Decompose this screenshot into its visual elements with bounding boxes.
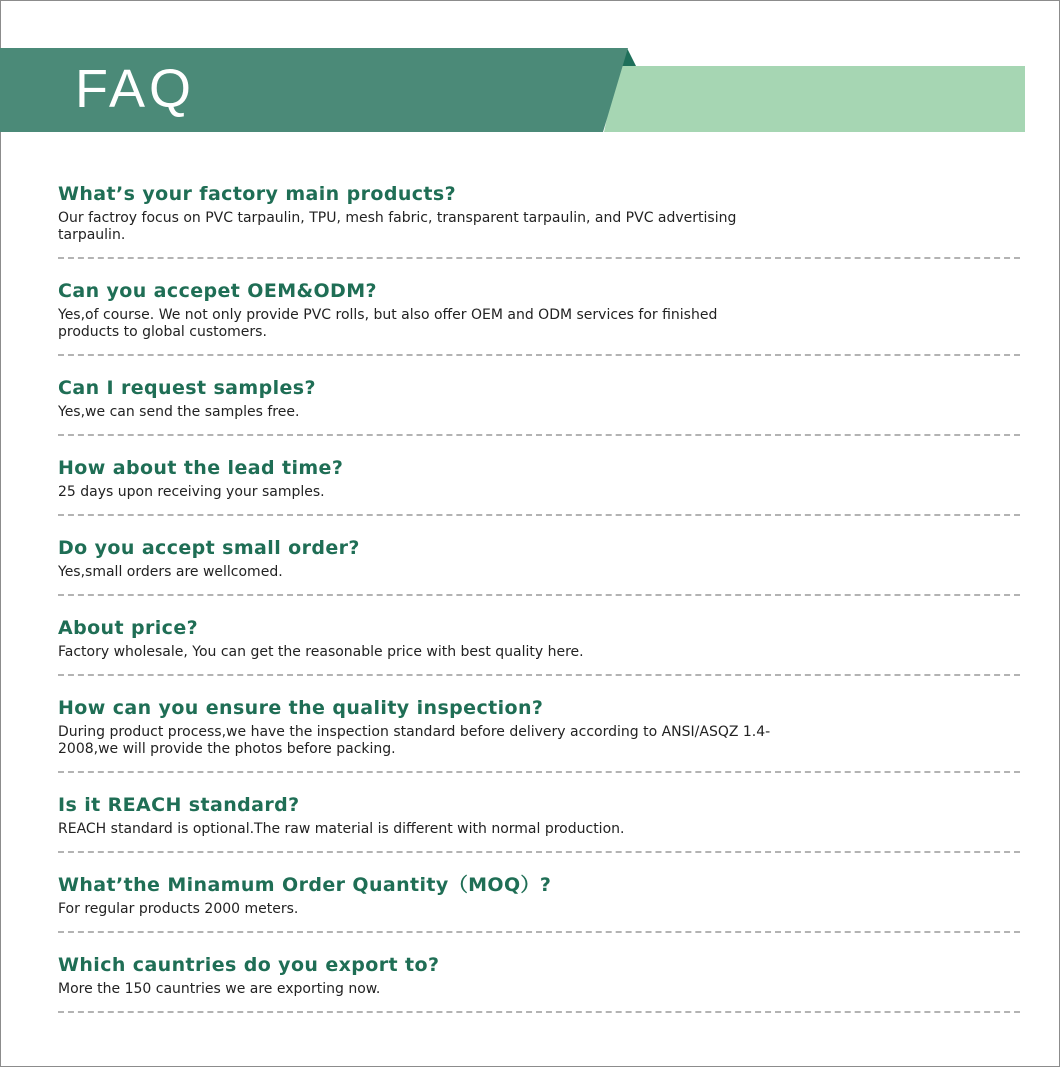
dashed-divider [58, 257, 1020, 259]
faq-question: How can you ensure the quality inspection? [58, 697, 544, 719]
faq-question: What’the Minamum Order Quantity（MOQ）? [58, 874, 552, 896]
faq-question: Can you accepet OEM&ODM? [58, 280, 377, 302]
faq-item [58, 873, 1020, 933]
faq-item [58, 953, 1020, 1013]
faq-item [58, 376, 1020, 436]
faq-item [58, 536, 1020, 596]
dashed-divider [58, 1011, 1020, 1013]
faq-banner [0, 0, 1060, 140]
faq-question: About price? [58, 617, 199, 639]
faq-answer: Yes,of course. We not only provide PVC rolls, but also offer OEM and ODM services for finished products to global customers. [58, 307, 718, 340]
faq-item [58, 279, 1020, 356]
dashed-divider [58, 851, 1020, 853]
faq-answer: During product process,we have the inspection standard before delivery according to ANSI/ASQZ 1.4-2008,we will provide the photos before packing. [58, 724, 771, 757]
dashed-divider [58, 434, 1020, 436]
banner-light-stripe [604, 66, 1025, 132]
faq-question: Can I request samples? [58, 377, 316, 399]
faq-question: How about the lead time? [58, 457, 344, 479]
faq-answer: Factory wholesale, You can get the reasonable price with best quality here. [58, 644, 584, 660]
faq-answer: Our factroy focus on PVC tarpaulin, TPU, mesh fabric, transparent tarpaulin, and PVC advertising tarpaulin. [58, 210, 737, 243]
faq-item [58, 793, 1020, 853]
faq-answer: 25 days upon receiving your samples. [58, 484, 325, 500]
faq-question: Do you accept small order? [58, 537, 360, 559]
dashed-divider [58, 931, 1020, 933]
faq-answer: Yes,small orders are wellcomed. [58, 564, 283, 580]
faq-item [58, 456, 1020, 516]
faq-list [58, 182, 1020, 1033]
faq-answer: More the 150 cauntries we are exporting now. [58, 981, 381, 997]
faq-item [58, 696, 1020, 773]
dashed-divider [58, 674, 1020, 676]
dashed-divider [58, 594, 1020, 596]
dashed-divider [58, 771, 1020, 773]
faq-item [58, 182, 1020, 259]
faq-answer: Yes,we can send the samples free. [58, 404, 300, 420]
page-title: FAQ [75, 59, 196, 119]
faq-question: Is it REACH standard? [58, 794, 300, 816]
dashed-divider [58, 354, 1020, 356]
faq-question: Which cauntries do you export to? [58, 954, 440, 976]
faq-item [58, 616, 1020, 676]
faq-answer: For regular products 2000 meters. [58, 901, 299, 917]
faq-answer: REACH standard is optional.The raw material is different with normal production. [58, 821, 625, 837]
faq-question: What’s your factory main products? [58, 183, 457, 205]
dashed-divider [58, 514, 1020, 516]
